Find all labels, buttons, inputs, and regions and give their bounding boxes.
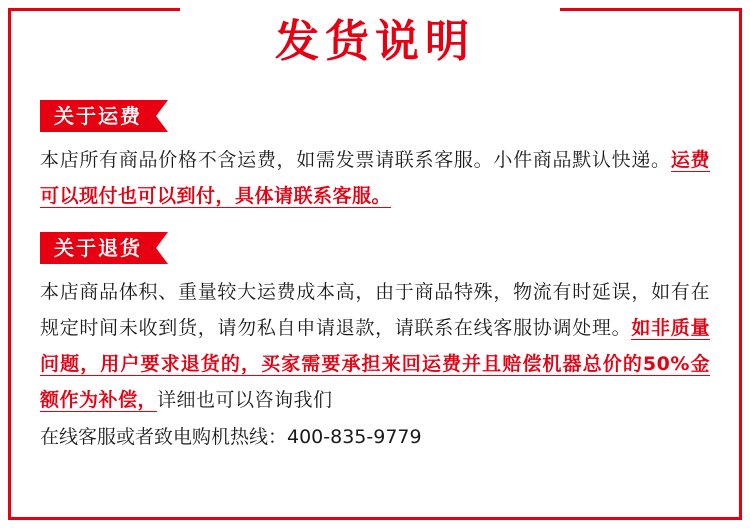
section-body-returns (40, 274, 710, 418)
section-body-shipping-fee (40, 142, 710, 214)
shipping-fee-text-highlight: 运费可以现付也可以到付，具体请联系客服。 (40, 149, 710, 207)
returns-text-plain-2: 详细也可以咨询我们 (157, 389, 333, 411)
page-title: 发货说明 (275, 16, 475, 67)
shipping-fee-text-plain: 本店所有商品价格不含运费，如需发票请联系客服。小件商品默认快递。 (40, 149, 671, 171)
returns-text-highlight: 如非质量问题，用户要求退货的，买家需要承担来回运费并且赔偿机器总价的50%金额作为补偿， (40, 317, 710, 411)
section-returns (40, 232, 710, 454)
returns-text-plain-1: 本店商品体积、重量较大运费成本高，由于商品特殊，物流有时延误，如有在规定时间未收到货，请勿私自申请退款，请联系在线客服协调处理。 (40, 281, 710, 339)
notice-content (40, 100, 710, 472)
section-tag-returns: 关于退货 (40, 232, 168, 264)
customer-service-hotline: 在线客服或者致电购机热线：400-835-9779 (40, 426, 422, 448)
section-shipping-fee (40, 100, 710, 214)
section-tag-shipping-fee: 关于运费 (40, 100, 168, 132)
